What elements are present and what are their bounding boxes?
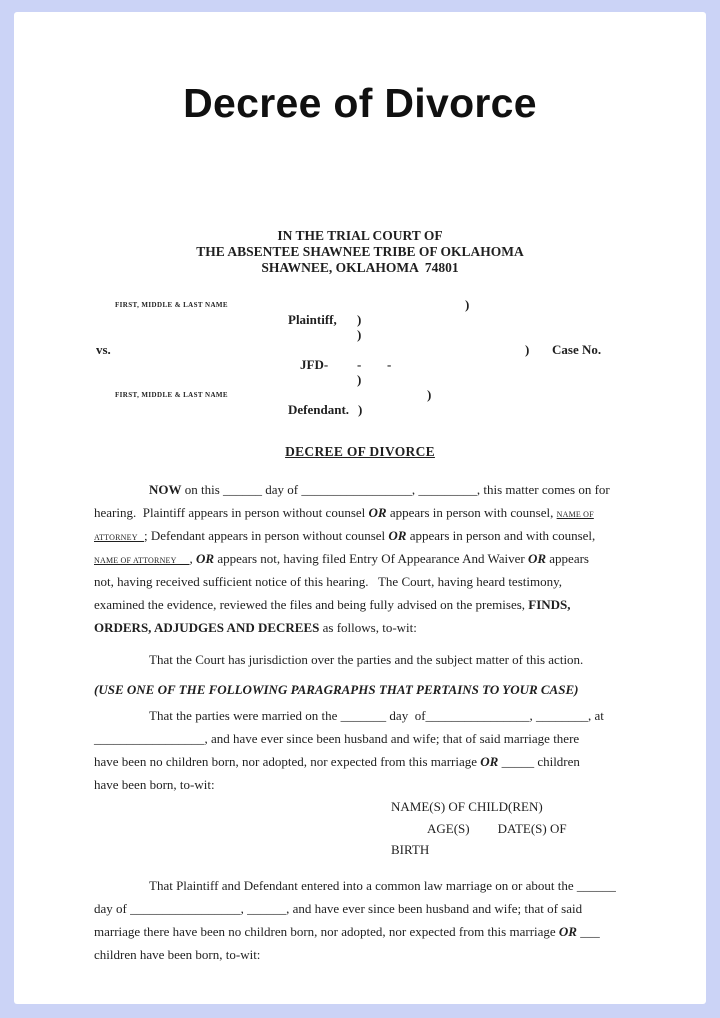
court-heading (14, 228, 706, 276)
text-segment: (USE ONE OF THE FOLLOWING PARAGRAPHS THAT PERTAINS TO YOUR CASE) (94, 682, 579, 697)
document-line (94, 920, 669, 943)
text-segment: BIRTH (391, 842, 430, 857)
plaintiff-role-label: Plaintiff, (288, 312, 337, 327)
fill-in-label: NAME OF ATTORNEY (94, 556, 190, 565)
text-segment: on this ______ day of _________________, _________, this matter comes on for (181, 482, 610, 497)
caption-paren: ) (357, 312, 362, 327)
text-segment: _____ children (498, 754, 580, 769)
document-line (391, 818, 669, 840)
court-heading-line: SHAWNEE, OKLAHOMA 74801 (261, 260, 459, 275)
document-line (94, 773, 669, 796)
document-line (94, 524, 669, 547)
document-line (94, 897, 669, 920)
text-segment: hearing. Plaintiff appears in person without counsel (94, 505, 369, 520)
text-segment: appears not, having filed Entry Of Appearance And Waiver (214, 551, 528, 566)
children-header-block (94, 796, 669, 861)
document-line (94, 547, 669, 570)
case-number-dash: - (387, 357, 392, 372)
text-segment: ; Defendant appears in person without counsel (143, 528, 389, 543)
text-segment: OR (388, 528, 407, 543)
document-line (94, 570, 669, 593)
caption-paren: ) (525, 342, 530, 357)
text-segment: examined the evidence, reviewed the files and being fully advised on the premises, (94, 597, 529, 612)
text-segment: ORDERS, ADJUDGES AND DECREES (94, 620, 320, 635)
case-number-label: Case No. (552, 342, 602, 357)
text-segment: NAME(S) OF CHILD(REN) (391, 799, 543, 814)
document-line (391, 796, 669, 818)
text-segment: OR (480, 754, 499, 769)
document-line (94, 704, 669, 727)
caption-paren: ) (465, 297, 470, 312)
text-segment: That the Court has jurisdiction over the parties and the subject matter of this action. (149, 652, 584, 667)
text-segment: That Plaintiff and Defendant entered into a common law marriage on or about the ______ (149, 877, 616, 893)
case-caption (94, 297, 654, 429)
section-heading: DECREE OF DIVORCE (285, 444, 435, 459)
document-line (94, 616, 669, 639)
caption-paren: ) (427, 387, 432, 402)
versus-label: vs. (96, 342, 111, 357)
marriage-paragraph (94, 704, 669, 796)
document-line (94, 727, 669, 750)
text-segment: OR (196, 551, 215, 566)
defendant-name-label: FIRST, MIDDLE & LAST NAME (115, 391, 229, 399)
plaintiff-name-label: FIRST, MIDDLE & LAST NAME (115, 301, 229, 309)
text-segment: have been no children born, nor adopted, nor expected from this marriage (94, 754, 481, 769)
text-segment: appears in person with counsel, (386, 505, 557, 520)
text-segment: day of _________________, ______, and have ever since been husband and wife; that of said (94, 900, 583, 916)
text-segment: That the parties were married on the _______ day of________________, ________, at (149, 708, 604, 723)
document-line (94, 943, 669, 966)
text-segment: , (189, 551, 197, 566)
document-line (94, 678, 669, 701)
court-heading-line: THE ABSENTEE SHAWNEE TRIBE OF OKLAHOMA (196, 244, 524, 259)
document-line (391, 839, 669, 861)
text-segment: appears (546, 551, 589, 566)
text-segment: OR (527, 551, 547, 566)
court-heading-line: IN THE TRIAL COURT OF (277, 228, 443, 243)
case-number-prefix: JFD- (300, 357, 329, 372)
text-segment: not, having received sufficient notice of this hearing. The Court, having heard testimony, (94, 574, 562, 589)
page-title: Decree of Divorce (183, 80, 537, 126)
fill-in-label: ATTORNEY (94, 533, 144, 542)
document-line (94, 593, 669, 616)
text-segment: OR (558, 923, 577, 939)
text-segment: have been born, to-wit: (94, 777, 215, 792)
document-line (94, 874, 669, 897)
text-segment: as follows, to-wit: (319, 620, 417, 635)
text-segment: children have been born, to-wit: (94, 946, 261, 962)
document-page (14, 12, 706, 1004)
text-segment: marriage there have been no children born, nor adopted, nor expected from this marriage (94, 923, 559, 939)
text-segment: NOW (149, 482, 182, 497)
text-segment: DATE(S) OF (497, 820, 567, 836)
document-body (94, 478, 669, 966)
case-number-dash: - (357, 357, 362, 372)
opening-paragraph (94, 478, 669, 639)
text-segment: appears in person and with counsel, (406, 528, 596, 543)
fill-in-label: NAME OF (556, 510, 594, 519)
document-line (94, 648, 669, 671)
caption-paren: ) (357, 327, 362, 342)
text-segment: OR (368, 505, 387, 520)
text-segment: AGE(S) (427, 820, 470, 836)
defendant-role-label: Defendant. (288, 402, 350, 417)
jurisdiction-paragraph (94, 648, 669, 671)
text-segment: FINDS, (528, 597, 571, 612)
common-law-paragraph (94, 874, 669, 966)
caption-paren: ) (357, 372, 362, 387)
instruction-line (94, 678, 669, 701)
text-segment: ___ (576, 923, 600, 939)
text-segment: _________________, and have ever since been husband and wife; that of said marriage there (94, 731, 580, 746)
document-line (94, 750, 669, 773)
document-line (94, 501, 669, 524)
document-line (94, 478, 669, 501)
caption-paren: ) (358, 402, 363, 417)
